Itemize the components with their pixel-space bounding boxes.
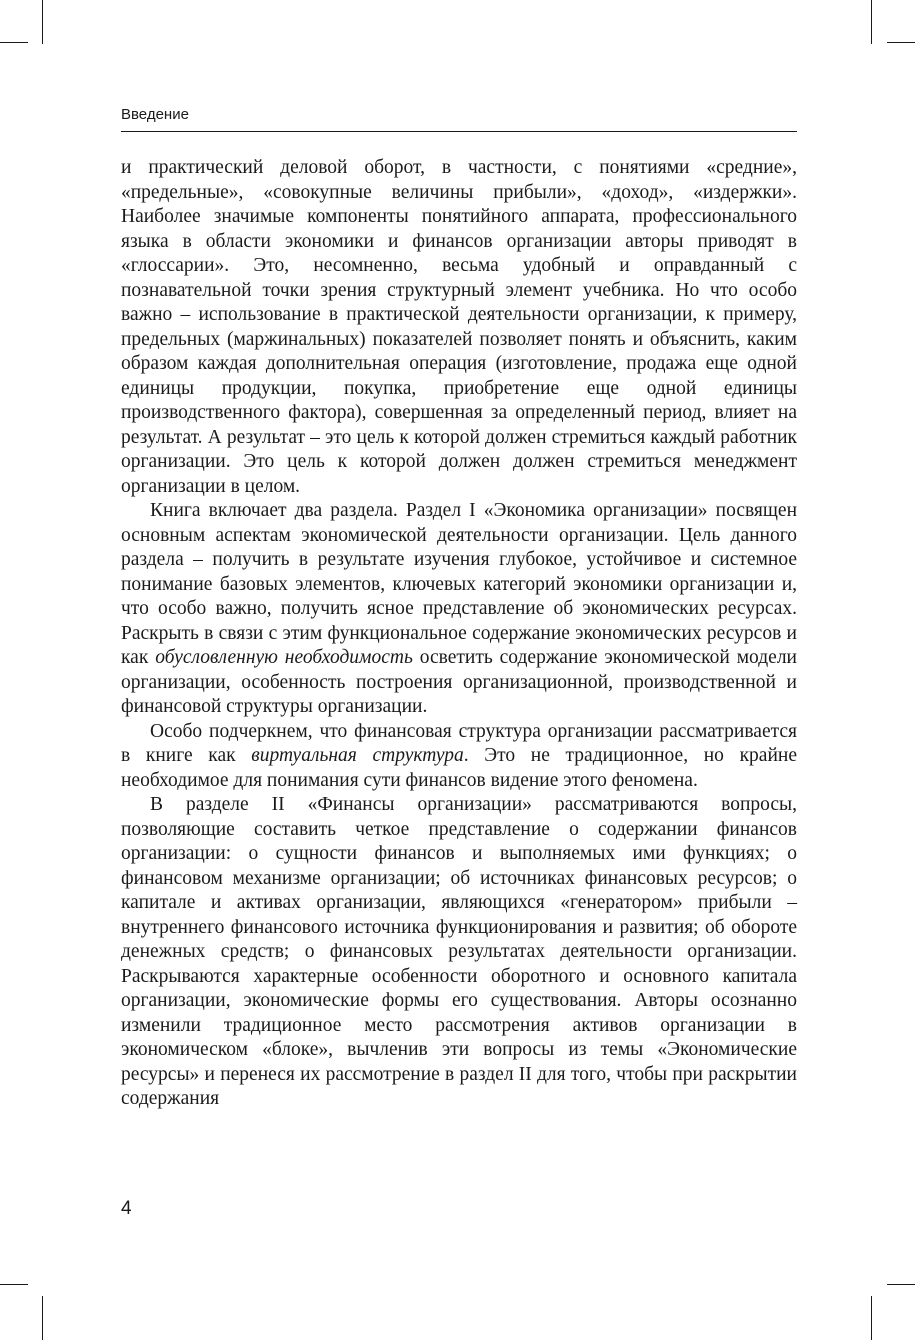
crop-mark-bottom-left [42,1296,43,1340]
crop-mark-top-left [42,0,43,44]
paragraph-3 [121,720,797,794]
paragraph-2-italic: обусловленную необходимость [155,647,413,668]
crop-mark-bottom-right-h [887,1284,915,1285]
crop-mark-bottom-right [871,1296,872,1340]
paragraph-2-text-b: осветить содержание экономической модели организации, особенность построения организационной, производственной и финансовой структуры организации. [121,647,797,717]
body-text [121,156,797,1112]
paragraph-3-text-b: . Это не традиционное, но крайне необходимое для понимания сути финансов видение этого феномена. [121,745,797,791]
paragraph-2 [121,499,797,720]
crop-mark-top-right-h [887,42,915,43]
header-rule [121,131,797,132]
paragraph-3-text-a: Особо подчеркнем, что финансовая структура организации рассматривается в книге как [121,720,797,766]
crop-mark-top-right [871,0,872,44]
running-head: Введение [121,106,189,123]
paragraph-2-text-a: Книга включает два раздела. Раздел I «Экономика организации» посвящен основным аспектам экономической деятельности организации. Цель данного раздела – получить в результате изучения глубокое, устойчивое и системное понимание базовых элементов, ключевых категорий экономики организации и, что особо важно, получить ясное представление об экономических ресурсах. Раскрыть в связи с этим функциональное содержание экономических ресурсов и как [121,500,797,668]
crop-mark-bottom-left-h [0,1284,28,1285]
paragraph-4: В разделе II «Финансы организации» рассматриваются вопросы, позволяющие составить четкое представление о содержании финансов организации: о сущности финансов и выполняемых ими функциях; о финансовом механизме организации; об источниках финансовых ресурсов; о капитале и активах организации, являющихся «генератором» прибыли – внутреннего финансового источника функционирования и развития; об обороте денежных средств; о финансовых результатах деятельности организации. Раскрываются характерные особенности оборотного и основного капитала организации, экономические формы его существования. Авторы осознанно изменили традиционное место рассмотрения активов организации в экономическом «блоке», вычленив эти вопросы из темы «Экономические ресурсы» и перенеся их рассмотрение в раздел II для того, чтобы при раскрытии содержания [121,794,797,1109]
paragraph-1: и практический деловой оборот, в частности, с понятиями «средние», «предельные», «совокупные величины прибыли», «доход», «издержки». Наиболее значимые компоненты понятийного аппарата, профессионального языка в области экономики и финансов организации авторы приводят в «глоссарии». Это, несомненно, весьма удобный и оправданный с познавательной точки зрения структурный элемент учебника. Но что особо важно – использование в практической деятельности организации, к примеру, предельных (маржинальных) показателей позволяет понять и объяснить, каким образом каждая дополнительная операция (изготовление, продажа еще одной единицы продукции, покупка, приобретение еще одной единицы производственного фактора), совершенная за определенный период, влияет на результат. А результат – это цель к которой должен стремиться каждый работник организации. Это цель к которой должен должен стремиться менеджмент организации в целом. [121,157,797,497]
crop-mark-top-left-h [0,42,28,43]
paragraph-3-italic: виртуальная структура [251,745,464,766]
page-number: 4 [121,1198,132,1219]
